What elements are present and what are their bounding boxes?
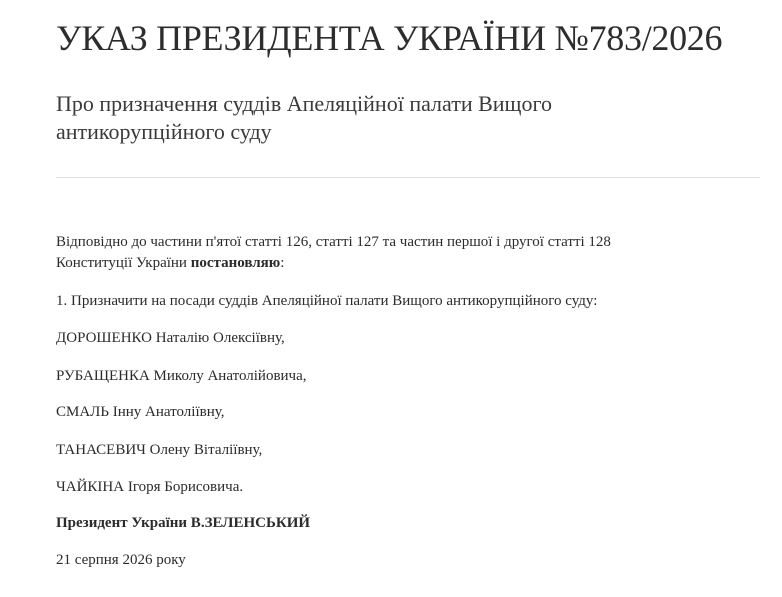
- appointee-name: ЧАЙКІНА Ігоря Борисовича.: [56, 479, 244, 495]
- appointee-name: РУБАЩЕНКА Миколу Анатолійовича,: [56, 368, 307, 384]
- preamble-decree-word: постановляю: [190, 255, 281, 271]
- decree-title: УКАЗ ПРЕЗИДЕНТА УКРАЇНИ №783/2026: [56, 18, 723, 58]
- decree-date: 21 серпня 2026 року: [56, 552, 186, 568]
- appointee-name: ДОРОШЕНКО Наталію Олексіївну,: [56, 330, 285, 346]
- appointee-name: СМАЛЬ Інну Анатоліївну,: [56, 404, 225, 420]
- preamble-line-2-suffix: :: [280, 255, 285, 271]
- preamble-line-2-prefix: Конституції України: [56, 255, 191, 271]
- preamble-line-1: Відповідно до частини п'ятої статті 126, статті 127 та частин першої і другої статті 128: [56, 234, 611, 250]
- preamble: [56, 232, 611, 274]
- point-1: 1. Призначити на посади суддів Апеляційної палати Вищого антикорупційного суду:: [56, 293, 598, 309]
- appointee-name: ТАНАСЕВИЧ Олену Віталіївну,: [56, 442, 263, 458]
- divider: [56, 177, 760, 178]
- decree-subtitle: Про призначення суддів Апеляційної палати Вищого антикорупційного суду: [56, 91, 552, 144]
- signature: Президент України В.ЗЕЛЕНСЬКИЙ: [56, 515, 311, 531]
